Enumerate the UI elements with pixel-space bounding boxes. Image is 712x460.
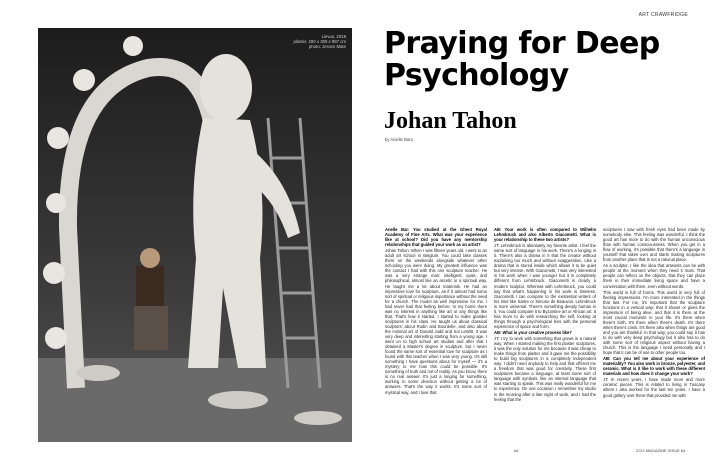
- text-column-2: [494, 227, 596, 403]
- section-label: ART CRAWFRIDGE: [638, 12, 688, 18]
- byline: by Anielle Baro: [385, 137, 413, 142]
- interview-question: AB: Can you tell me about your experience of materiality? You also work in bronze, polyester, and ceramic. What is it like to work with these different materials and how does it change your work?: [603, 356, 705, 377]
- interview-question: AB: What is your creative process like?: [494, 329, 572, 335]
- article-headline: [384, 28, 704, 92]
- interview-answer: JT: In recent years, I have made more and more ceramic pieces. This is related to living in Tuscany where I also worked for the last ten years. I have a good gallery over there that provided me with: [603, 377, 705, 398]
- interview-answer: This world is full of forms. This world is very full of fleeting impressions. I'm more interested in the things that last. For me, it's important that the sculpture functions in a vertical way: that it shows or gives the impression of being alive, and that it is there at the most crucial moments in your life. It's there when there's birth. It's there when there's death. It's there when there's crisis. It's there also when things are good and you are thankful. In that way, you could say it has to do with very deep psychology but it also has to do with some sort of religious aspect without having a church. This is the language I need personally and I hope that it can be of use to other people too.: [603, 289, 705, 356]
- headline-line: Praying for Deep: [384, 26, 660, 61]
- magazine-footer: ZOO MAGAZINE ISSUE 64: [636, 448, 686, 453]
- interview-answer: Johan Tahon: When I was fifteen years old, I went to an adult art school in Belgium. You could take classes there on the weekends alongside whatever other schooling you were doing. My greatest influence was the contact I had with this one sculpture teacher. He was a very strange man: intelligent, quiet, and philosophical, almost like an ascetic or a spiritual way. He taught me a lot about materials. He had an impressive love for sculpture, as if it almost had some sort of spiritual or religious importance without the need for a church. The model as well impressive for me. I had never had that feeling before. In my home there was no interest in anything like art or any things like that. That's how it started. I started to make grander sculptures in his class. He taught us about classical sculptors: about Rodin and Bourdelle, and also about the minimal art of Donald Judd and Sol LeWitt. It was very deep and interesting starting from a young age. I went on to high school art studies and after that I obtained a Master's degree in sculpture, but I never found the same sort of essential love for sculpture as I found with this teacher when I was very young. It's still something I have questions about for myself — it's a mystery to me how this could be possible. It's something of truth and not of reality. As you know, there is no real answer. It's just a longing for something, working in some direction without getting a lot of answers. That's the way it works. It's some sort of mystical way, and I love that.: [385, 248, 487, 395]
- interview-question: Anelle Bar: You studied at the Ghent Royal Academy of Fine Arts. What was your experience like at school? Did you have any mentorship relationships that guided your work as an artist?: [385, 227, 487, 248]
- caption-line: Lievus, 2019: [321, 34, 346, 39]
- sculpture-studio-photo: [38, 28, 352, 442]
- page-number: ##: [514, 448, 519, 453]
- interview-answer: sculptures I saw with fresh eyes had been made by somebody else. This feeling was wonderful. I think the good art has more to do with the human unconscious than with human consciousness. When you get in a flow of working, it's possible that there's a language in yourself that takes over and starts making sculptures from another place that is not a rational place.: [603, 227, 705, 263]
- headline-line: Psychology: [384, 58, 569, 93]
- interview-answer: As a sculptor, I like the idea that artworks can be with people at the moment when they need it most. That people can reflect on the objects, that they can place them in their immediate living space and have a conversation with them, even without words.: [603, 263, 705, 289]
- artist-name: Johan Tahon: [384, 108, 517, 134]
- interview-question: AB: Your work is often compared to Wilhelm Lehmbruck and also Alberto Giacometti. What is your relationship to these two artists?: [494, 227, 596, 243]
- interview-answer: JT: I try to work with something that grows in a natural way. When I started making the first plaster sculptures, it was the only solution for me because it was cheap to make things from plaster and it gave me the possibility to build big sculptures in a completely independent way. I didn't need anybody to help and that offered me a freedom that was good for creativity. These first sculptures became a language, at least some sort of language with symbols, like an internal language that was starting to speak. This was really wonderful for me to experience. On one occasion I remember my studio in the morning after a late night of work, and I had the feeling that the: [494, 335, 596, 402]
- text-column-1: [385, 227, 487, 396]
- caption-line: plaster, 200 x 300 x 887 cm: [293, 39, 346, 45]
- interview-answer: JT: Lehmbruck is absolutely my favorite artist. I feel the same sort of language in his work. There's a longing in it. There's also a drama in it that the creator without explaining too much and without exaggeration. Like a drama that is stored inside which allows it to be quiet but very intense. With Giacometti, I was very interested in his work when I was younger but it is completely different from Lehmbruck. Giacometti is clearly a modern sculptor. Whereas with Lehmbruck, you could say that what's happening in his work is timeless. Giacometti I can compare to the existential writers of his time like Sartre or Simone de Beauvoir. Lehmbruck is more universal. There's something deeply human in it. You could compare it to Byzantine art or African art. It has more to do with researching the self, looking at things through a psychological lens with the personal experience of space and form.: [494, 243, 596, 329]
- text-column-3: [603, 227, 705, 399]
- photo-caption: [256, 34, 346, 50]
- caption-line: photo: Jeroen Mate: [308, 44, 346, 50]
- studio-photo-illustration: [38, 28, 352, 442]
